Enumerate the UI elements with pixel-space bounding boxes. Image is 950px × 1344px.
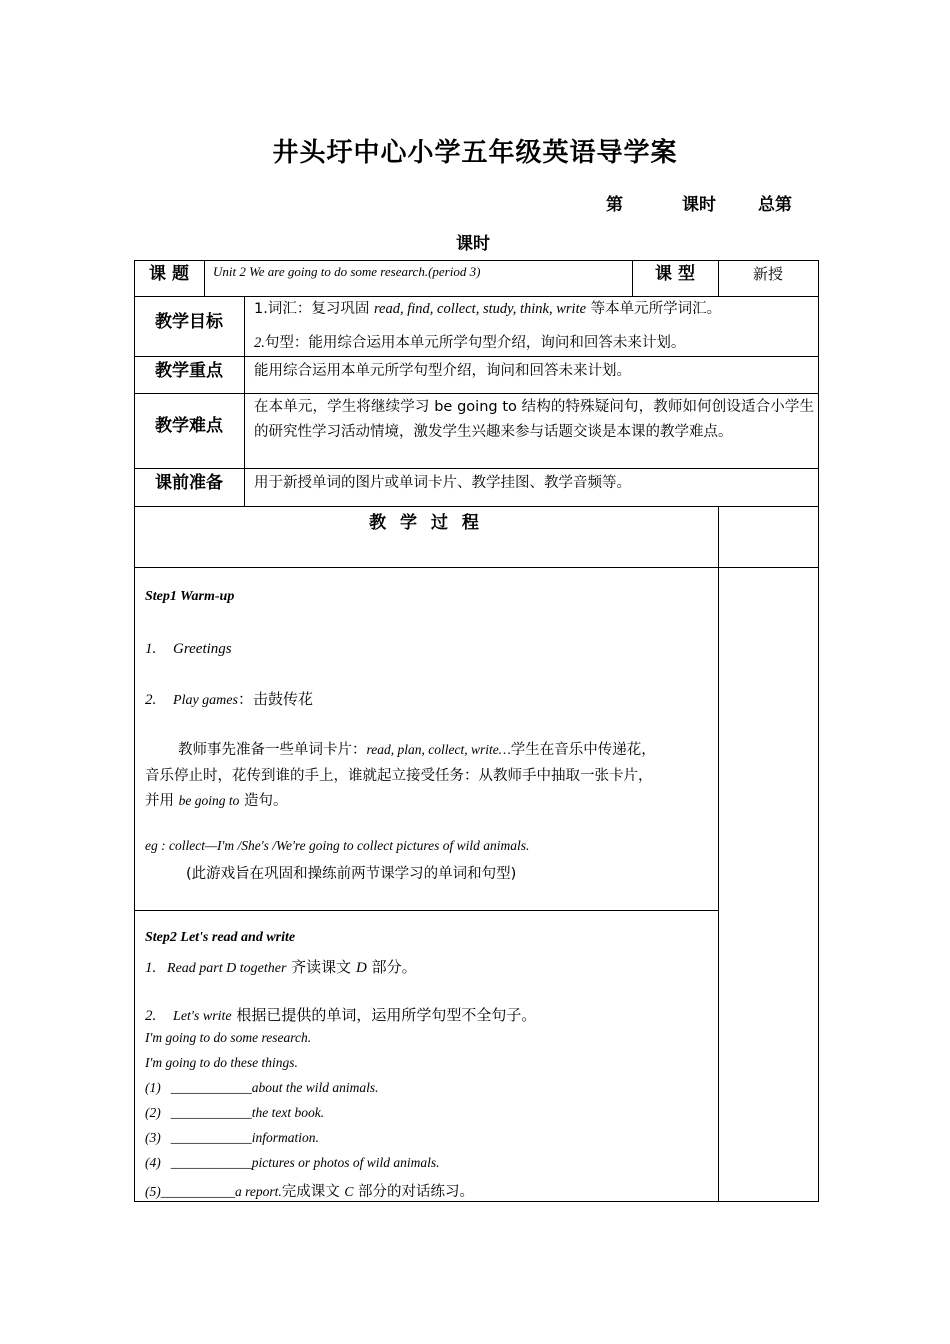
step1-example: eg : collect—I'm /She's /We're going to collect pictures of wild animals.	[145, 838, 530, 853]
step2-line-a: I'm going to do some research.	[145, 1030, 312, 1045]
blank-item: (3) ____________information.	[145, 1130, 319, 1145]
difficulty-label: 教学难点	[155, 416, 223, 436]
step1-title: Step1 Warm-up	[145, 589, 235, 604]
topic-label: 课 题	[149, 264, 189, 284]
prep-label: 课前准备	[155, 473, 223, 493]
prep-value: 用于新授单词的图片或单词卡片、教学挂图、教学音频等。	[254, 475, 631, 491]
goal-1: 1.词汇：复习巩固 read, find, collect, study, think, write 等本单元所学词汇。	[254, 301, 722, 317]
step1-item-2: 2. Play games：击鼓传花	[145, 690, 313, 708]
page-title: 井头圩中心小学五年级英语导学案	[272, 138, 678, 168]
blank-item: (2) ____________the text book.	[145, 1105, 325, 1120]
goal-2: 2.句型：能用综合运用本单元所学句型介绍，询问和回答未来计划。	[254, 335, 686, 351]
step2-title: Step2 Let's read and write	[145, 930, 296, 945]
step2-line-b: I'm going to do these things.	[145, 1055, 298, 1070]
lesson-mid: 课时	[682, 195, 716, 215]
step1-para-line-1: 教师事先准备一些单词卡片：read, plan, collect, write…学生在音乐中传递花，	[178, 742, 656, 758]
step1-para-line-3: 并用 be going to 造句。	[145, 793, 288, 809]
type-label: 课 型	[655, 264, 695, 284]
step1-para-line-2: 音乐停止时，花传到谁的手上，谁就起立接受任务：从教师手中抽取一张卡片，	[145, 768, 653, 784]
type-value: 新授	[752, 265, 783, 283]
goals-label: 教学目标	[155, 312, 223, 332]
key-value: 能用综合运用本单元所学句型介绍，询问和回答未来计划。	[254, 363, 631, 379]
topic-value: Unit 2 We are going to do some research.(period 3)	[213, 264, 481, 279]
blank-item-last: (5)___________a report.完成课文 C 部分的对话练习。	[145, 1184, 474, 1200]
process-heading: 教 学 过 程	[369, 513, 483, 533]
step1-item-1: 1. Greetings	[145, 641, 232, 657]
blank-item: (1) ____________about the wild animals.	[145, 1080, 379, 1095]
step2-item-1: 1. Read part D together 齐读课文 D 部分。	[145, 958, 417, 976]
key-label: 教学重点	[155, 361, 223, 381]
blank-item: (4) ____________pictures or photos of wild animals.	[145, 1155, 440, 1170]
total-suffix: 课时	[456, 234, 490, 254]
lesson-prefix: 第	[606, 195, 623, 215]
total-prefix: 总第	[758, 195, 792, 215]
step1-note: (此游戏旨在巩固和操练前两节课学习的单词和句型)	[186, 866, 517, 882]
step2-item-2: 2. Let's write 根据已提供的单词，运用所学句型不全句子。	[145, 1006, 537, 1024]
difficulty-value: 在本单元，学生将继续学习 be going to 结构的特殊疑问句，教师如何创设适合小学生的研究性学习活动情境，激发学生兴趣来参与话题交谈是本课的教学难点。	[254, 399, 814, 440]
